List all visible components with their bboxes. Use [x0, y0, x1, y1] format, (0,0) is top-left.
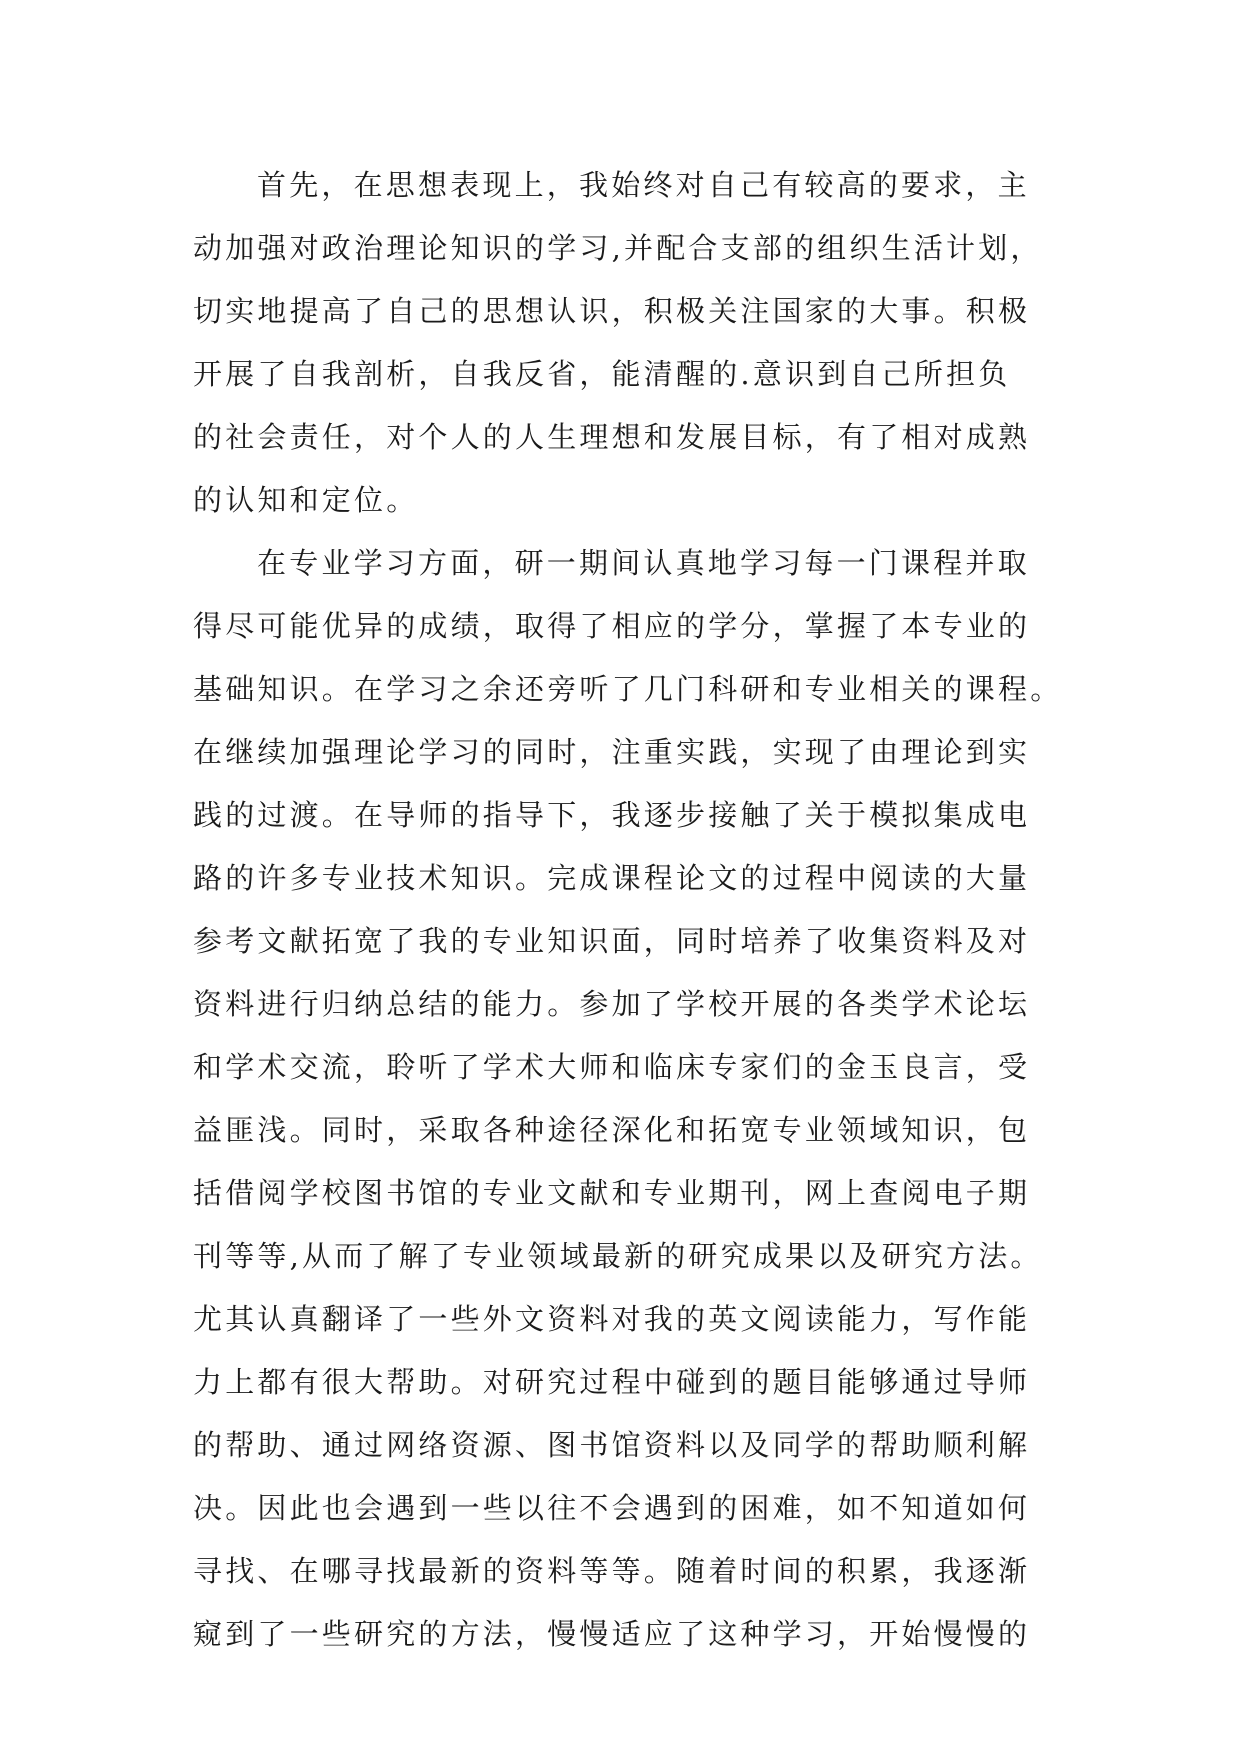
- text-line: 基础知识。在学习之余还旁听了几门科研和专业相关的课程。: [193, 672, 1063, 706]
- text-line: 力上都有很大帮助。对研究过程中碰到的题目能够通过导师: [193, 1365, 1031, 1399]
- text-line: 的社会责任，对个人的人生理想和发展目标，有了相对成熟: [193, 420, 1031, 454]
- text-line: 参考文献拓宽了我的专业知识面，同时培养了收集资料及对: [193, 924, 1031, 958]
- text-line: 益匪浅。同时，采取各种途径深化和拓宽专业领域知识，包: [193, 1113, 1031, 1147]
- text-line: 切实地提高了自己的思想认识，积极关注国家的大事。积极: [193, 294, 1031, 328]
- text-line: 践的过渡。在导师的指导下，我逐步接触了关于模拟集成电: [193, 798, 1031, 832]
- text-line: 窥到了一些研究的方法，慢慢适应了这种学习，开始慢慢的: [193, 1617, 1031, 1651]
- text-line: 在继续加强理论学习的同时，注重实践，实现了由理论到实: [193, 735, 1031, 769]
- text-line: 刊等等,从而了解了专业领域最新的研究成果以及研究方法。: [193, 1239, 1043, 1273]
- text-line: 首先，在思想表现上，我始终对自己有较高的要求，主: [257, 168, 1030, 202]
- text-line: 和学术交流，聆听了学术大师和临床专家们的金玉良言，受: [193, 1050, 1031, 1084]
- text-line: 在专业学习方面，研一期间认真地学习每一门课程并取: [257, 546, 1030, 580]
- text-line: 尤其认真翻译了一些外文资料对我的英文阅读能力，写作能: [193, 1302, 1031, 1336]
- text-line: 得尽可能优异的成绩，取得了相应的学分，掌握了本专业的: [193, 609, 1031, 643]
- text-line: 决。因此也会遇到一些以往不会遇到的困难，如不知道如何: [193, 1491, 1031, 1525]
- text-line: 资料进行归纳总结的能力。参加了学校开展的各类学术论坛: [193, 987, 1031, 1021]
- text-line: 开展了自我剖析，自我反省，能清醒的.意识到自己所担负: [193, 357, 1011, 391]
- text-line: 寻找、在哪寻找最新的资料等等。随着时间的积累，我逐渐: [193, 1554, 1031, 1588]
- text-line: 的帮助、通过网络资源、图书馆资料以及同学的帮助顺利解: [193, 1428, 1031, 1462]
- text-line: 括借阅学校图书馆的专业文献和专业期刊，网上查阅电子期: [193, 1176, 1031, 1210]
- text-line: 路的许多专业技术知识。完成课程论文的过程中阅读的大量: [193, 861, 1031, 895]
- text-line: 的认知和定位。: [193, 483, 419, 517]
- text-line: 动加强对政治理论知识的学习,并配合支部的组织生活计划，: [193, 231, 1043, 265]
